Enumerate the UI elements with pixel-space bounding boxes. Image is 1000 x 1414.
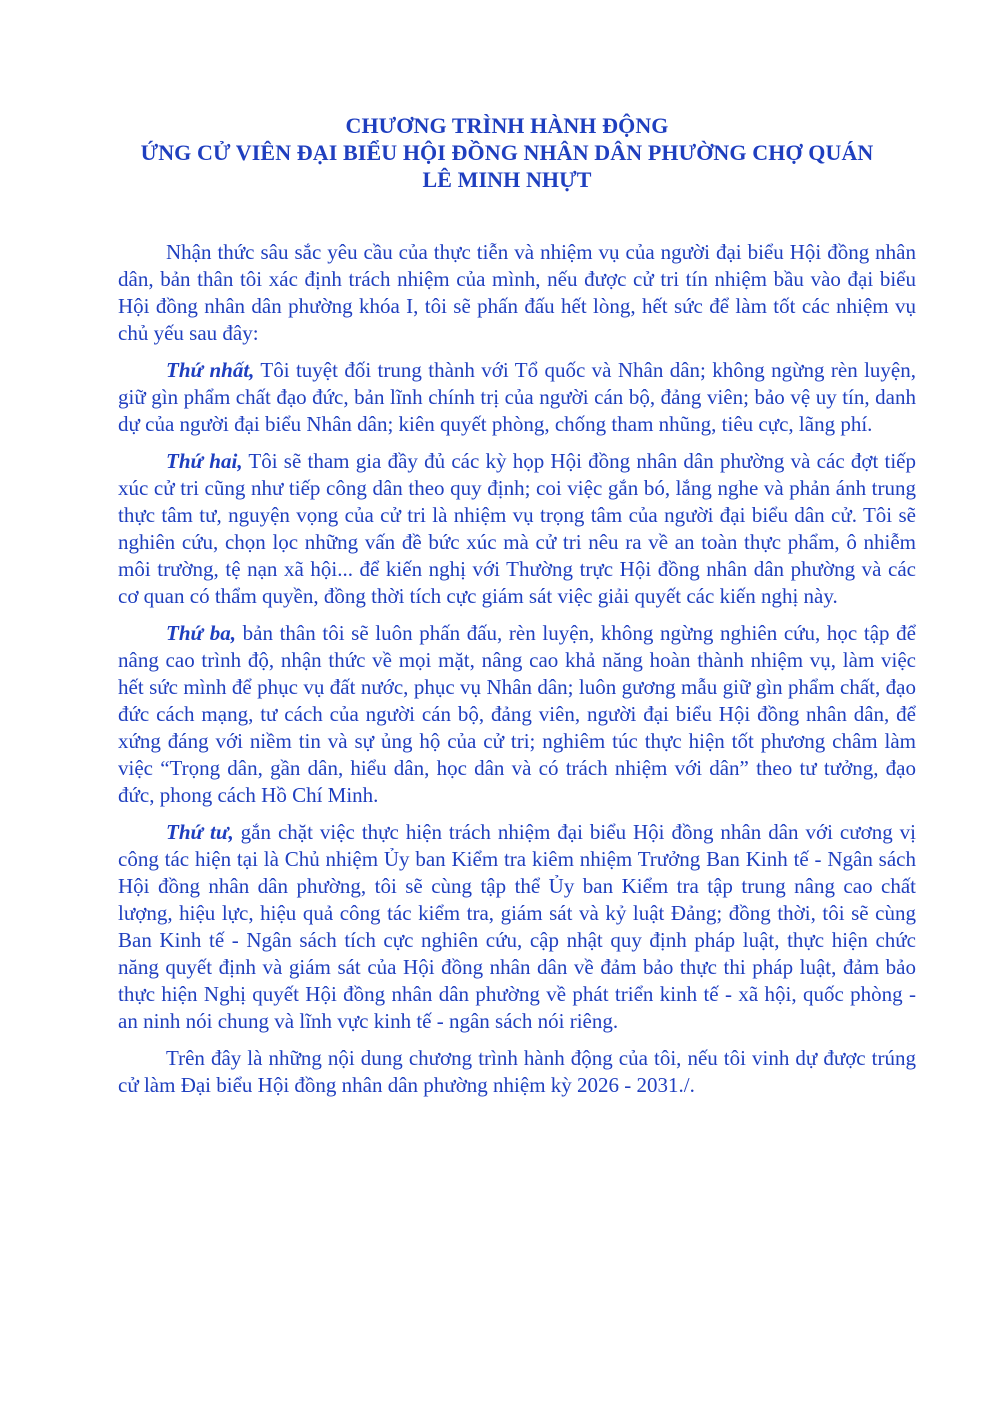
item-lead-3: Thứ ba, <box>166 621 236 645</box>
title-line-2: ỨNG CỬ VIÊN ĐẠI BIỂU HỘI ĐỒNG NHÂN DÂN PHƯỜNG CHỢ QUÁN <box>140 140 874 165</box>
item-lead-1: Thứ nhất, <box>166 358 255 382</box>
title-line-1: CHƯƠNG TRÌNH HÀNH ĐỘNG <box>345 113 669 138</box>
item-text-4: gắn chặt việc thực hiện trách nhiệm đại biểu Hội đồng nhân dân với cương vị công tác hiện tại là Chủ nhiệm Ủy ban Kiểm tra kiêm nhiệm Trưởng Ban Kinh tế - Ngân sách Hội đồng nhân dân phường, tôi sẽ cùng tập thể Ủy ban Kiểm tra tập trung nâng cao chất lượng, hiệu lực, hiệu quả công tác kiểm tra, giám sát và kỷ luật Đảng; đồng thời, tôi sẽ cùng Ban Kinh tế - Ngân sách tích cực nghiên cứu, cập nhật quy định pháp luật, thực hiện chức năng quyết định và giám sát của Hội đồng nhân dân về đảm bảo thực thi pháp luật, đảm bảo thực hiện Nghị quyết Hội đồng nhân dân phường về phát triển kinh tế - xã hội, quốc phòng - an ninh nói chung và lĩnh vực kinh tế - ngân sách nói riêng. <box>118 820 916 1033</box>
item-paragraph-4 <box>118 819 916 1035</box>
item-text-1: Tôi tuyệt đối trung thành với Tổ quốc và Nhân dân; không ngừng rèn luyện, giữ gìn phẩm chất đạo đức, bản lĩnh chính trị của người cán bộ, đảng viên; bảo vệ uy tín, danh dự của người đại biểu Nhân dân; kiên quyết phòng, chống tham nhũng, tiêu cực, lãng phí. <box>118 358 916 436</box>
item-paragraph-1 <box>118 357 916 438</box>
item-lead-4: Thứ tư, <box>166 820 234 844</box>
item-paragraph-3 <box>118 620 916 809</box>
document-body <box>118 239 916 1099</box>
intro-paragraph: Nhận thức sâu sắc yêu cầu của thực tiễn và nhiệm vụ của người đại biểu Hội đồng nhân dân, bản thân tôi xác định trách nhiệm của mình, nếu được cử tri tín nhiệm bầu vào đại biểu Hội đồng nhân dân phường khóa I, tôi sẽ phấn đấu hết lòng, hết sức để làm tốt các nhiệm vụ chủ yếu sau đây: <box>118 240 916 345</box>
document-title <box>118 112 916 193</box>
item-paragraph-2 <box>118 448 916 610</box>
item-lead-2: Thứ hai, <box>166 449 243 473</box>
closing-paragraph: Trên đây là những nội dung chương trình hành động của tôi, nếu tôi vinh dự được trúng cử làm Đại biểu Hội đồng nhân dân phường nhiệm kỳ 2026 - 2031./. <box>118 1046 916 1097</box>
item-text-3: bản thân tôi sẽ luôn phấn đấu, rèn luyện, không ngừng nghiên cứu, học tập để nâng cao trình độ, nhận thức về mọi mặt, nâng cao khả năng hoàn thành nhiệm vụ, làm việc hết sức mình để phục vụ đất nước, phục vụ Nhân dân; luôn gương mẫu giữ gìn phẩm chất, đạo đức cách mạng, tư cách của người cán bộ, đảng viên, người đại biểu Hội đồng nhân dân, để xứng đáng với niềm tin và sự ủng hộ của cử tri; nghiêm túc thực hiện tốt phương châm làm việc “Trọng dân, gần dân, hiểu dân, học dân và có trách nhiệm với dân” theo tư tưởng, đạo đức, phong cách Hồ Chí Minh. <box>118 621 917 807</box>
item-text-2: Tôi sẽ tham gia đầy đủ các kỳ họp Hội đồng nhân dân phường và các đợt tiếp xúc cử tri cũng như tiếp công dân theo quy định; coi việc gắn bó, lắng nghe và phản ánh trung thực tâm tư, nguyện vọng của cử tri là nhiệm vụ trọng tâm của người đại biểu dân cử. Tôi sẽ nghiên cứu, chọn lọc những vấn đề bức xúc mà cử tri nêu ra về an toàn thực phẩm, ô nhiễm môi trường, tệ nạn xã hội... để kiến nghị với Thường trực Hội đồng nhân dân phường và các cơ quan có thẩm quyền, đồng thời tích cực giám sát việc giải quyết các kiến nghị này. <box>118 449 917 608</box>
candidate-name: LÊ MINH NHỰT <box>422 167 592 192</box>
